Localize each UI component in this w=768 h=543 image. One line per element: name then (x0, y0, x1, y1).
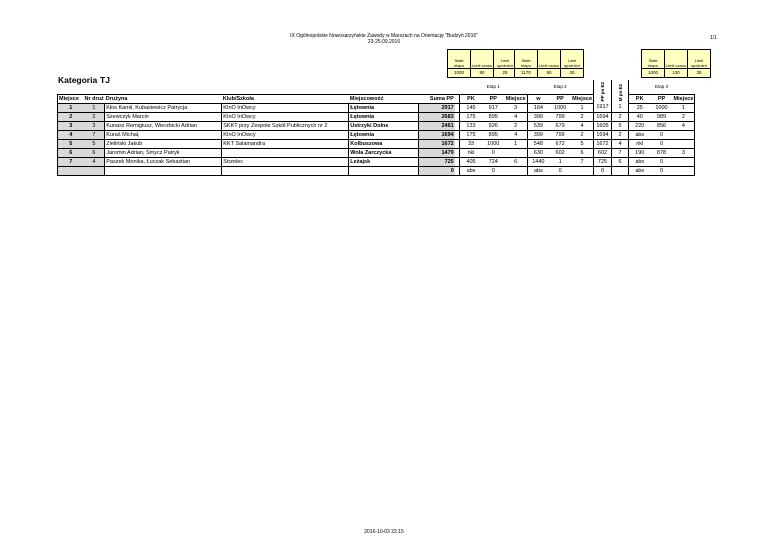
col-header-team-no: Nr druż (84, 95, 104, 102)
row-pp-after-e2: 725 (594, 157, 612, 166)
row-team-name: Jaromin Adrian, Smycz Patryk (105, 148, 222, 157)
stage-title-row (58, 80, 716, 94)
row-city: Wola Zarczycka (349, 148, 419, 157)
row-team-name: Szewczyk Marcin (105, 112, 222, 121)
row-e1-place (505, 148, 527, 157)
row-pp-after-e2: 0 (594, 166, 612, 175)
category-label: Kategoria (58, 75, 98, 85)
row-e2-place: 5 (571, 139, 593, 148)
row-place: 4 (58, 130, 84, 139)
param-value: 1170 (515, 68, 537, 77)
row-e1-pp: 0 (482, 166, 505, 175)
param-label: Stałe etapu (515, 50, 537, 68)
footer-timestamp: 2016-10-03 22:15 (364, 529, 404, 535)
row-e3-pk: 190 (629, 148, 651, 157)
row-e1-pk: 133 (460, 121, 482, 130)
row-team-no: 6 (84, 148, 105, 157)
row-city (349, 166, 419, 175)
row-e2-w: 1440 (527, 157, 549, 166)
row-e3-pk: abs (629, 157, 651, 166)
row-club: KInO InOwcy (222, 112, 349, 121)
row-e2-pp: 799 (549, 112, 571, 121)
param-col (447, 49, 471, 78)
row-e2-pp: 1000 (549, 103, 571, 112)
col-header-e3-place: Miejsce (673, 95, 694, 102)
row-city: Leżajsk (349, 157, 419, 166)
row-e1-pp: 0 (482, 148, 505, 157)
row-e1-pp: 917 (482, 103, 505, 112)
col-header-team: Drużyna (105, 94, 222, 103)
row-pp-after-e2: 1694 (594, 112, 612, 121)
table-row (58, 166, 716, 175)
col-header-e1-pk: PK (460, 94, 482, 103)
row-e3-place (673, 130, 695, 139)
row-e2-place: 6 (571, 148, 593, 157)
row-club (222, 148, 349, 157)
row-e3-pp: 0 (651, 157, 673, 166)
row-place: 3 (58, 121, 84, 130)
row-place-after-e2: 2 (612, 130, 629, 139)
row-e3-pk: abs (629, 130, 651, 139)
row-sum: 1694 (419, 130, 455, 139)
row-team-name: Kunasz Remigiusz, Wierzbicki Adrian (105, 121, 222, 130)
row-team-name: Zieliński Jakub (105, 139, 222, 148)
row-e2-place: 4 (571, 121, 593, 130)
row-sum: 0 (419, 166, 455, 175)
row-e1-pp: 895 (482, 112, 505, 121)
row-place-after-e2: 5 (612, 121, 629, 130)
col-header-club: Klub/Szkoła (222, 94, 349, 103)
row-e2-place: 2 (571, 130, 593, 139)
row-e3-place (673, 166, 695, 175)
row-e2-pp: 672 (549, 139, 571, 148)
row-e3-pp: 0 (651, 166, 673, 175)
param-label: Limit spóźnień (561, 50, 583, 68)
row-place-after-e2: 4 (612, 139, 629, 148)
col-header-e2-place: Miejsce (572, 95, 592, 102)
row-team-name: Kuraś Michał, (105, 130, 222, 139)
col-header-e2-w: w (527, 94, 549, 103)
row-e1-pk: nkl (460, 148, 482, 157)
param-value: 35 (688, 68, 710, 77)
row-e2-place (571, 166, 593, 175)
param-value: 90 (471, 68, 493, 77)
row-e2-w: abs (527, 166, 549, 175)
stage3-params (642, 49, 711, 78)
page-number: 1/1 (710, 35, 717, 41)
row-e3-place (673, 139, 695, 148)
row-e1-pp: 895 (482, 130, 505, 139)
col-header-e3-pk: PK (629, 94, 651, 103)
row-e2-w: 630 (527, 148, 549, 157)
param-col (641, 49, 665, 78)
row-team-no: 3 (84, 121, 105, 130)
table-row (58, 148, 716, 157)
param-label: Limit spóźnień (494, 50, 516, 68)
row-club: KInO InOwcy (222, 130, 349, 139)
row-club (222, 166, 349, 175)
row-e1-place: 4 (505, 112, 527, 121)
param-col (664, 49, 688, 78)
row-e3-pk: 40 (629, 112, 651, 121)
row-team-no: 4 (84, 157, 105, 166)
row-team-no: 5 (84, 139, 105, 148)
param-col (514, 49, 538, 78)
row-team-name: Kłos Kamil, Kubasiewicz Patrycja (105, 103, 222, 112)
col-header-e1-place: Miejsce (505, 95, 526, 102)
row-pp-after-e2: 1605 (594, 121, 612, 130)
row-e2-pp: 679 (549, 121, 571, 130)
row-team-name (105, 166, 222, 175)
param-value: 1000 (448, 68, 470, 77)
row-city: Łętownia (349, 103, 419, 112)
row-e3-place: 2 (673, 112, 695, 121)
row-e1-place: 4 (505, 130, 527, 139)
param-label: Limit spóźnień (688, 50, 710, 68)
row-place-after-e2: 1 (612, 103, 629, 112)
row-pp-after-e2: 602 (594, 148, 612, 157)
row-e2-w: 539 (527, 121, 549, 130)
event-date: 23-25.09.2016 (367, 39, 401, 45)
row-pp-after-e2: 1694 (594, 130, 612, 139)
stage1-params (448, 49, 517, 78)
row-e3-pp: 0 (651, 139, 673, 148)
param-label: Stałe etapu (642, 50, 664, 68)
row-e3-place: 1 (673, 103, 695, 112)
table-row (58, 157, 716, 166)
stage3-title: Etap 3 (654, 84, 668, 90)
stage2-title: Etap 2 (553, 84, 567, 90)
row-club: KInO InOwcy (222, 103, 349, 112)
param-label: Limit czasu (665, 50, 687, 68)
stage1-title: Etap 1 (486, 84, 500, 90)
row-e2-pp: 602 (549, 148, 571, 157)
row-e1-place (505, 166, 527, 175)
row-sum: 2683 (419, 112, 455, 121)
row-sum: 725 (419, 157, 455, 166)
row-place-after-e2: 7 (612, 148, 629, 157)
param-col (537, 49, 561, 78)
col-header-e1-pp: PP (482, 94, 505, 103)
param-col (470, 49, 494, 78)
param-value: 90 (538, 68, 560, 77)
row-e3-pk: abs (629, 166, 651, 175)
row-sum: 1672 (419, 139, 455, 148)
document-header (0, 33, 768, 45)
place-after-e2-header: M po E2 (617, 83, 623, 101)
row-team-no: 1 (84, 103, 105, 112)
row-e1-pk: 145 (460, 103, 482, 112)
row-e3-pp: 0 (651, 130, 673, 139)
col-header-place: Miejsce (58, 94, 84, 103)
row-place-after-e2: 2 (612, 112, 629, 121)
row-e1-pk: 175 (460, 130, 482, 139)
row-team-no: 7 (84, 130, 105, 139)
col-header-sum: Suma PP (419, 94, 455, 103)
param-col (560, 49, 584, 78)
row-city: Łętownia (349, 130, 419, 139)
row-e2-w: 399 (527, 130, 549, 139)
row-e2-w: 164 (527, 103, 549, 112)
row-pp-after-e2: 1672 (594, 139, 612, 148)
event-title: IX Ogólnopolskie Nowosarzyńskie Zawody w Marszach na Orientację "Budzyń 2016" (290, 33, 478, 39)
row-place (58, 166, 84, 175)
row-e2-place: 2 (571, 112, 593, 121)
param-col (687, 49, 711, 78)
row-city: Ustrzyki Dolne (349, 121, 419, 130)
row-club: SKKT przy Zespole Szkół Publicznych nr 2 (222, 121, 349, 130)
row-e1-place: 1 (505, 139, 527, 148)
row-e2-pp: 799 (549, 130, 571, 139)
row-place-after-e2 (612, 166, 629, 175)
param-label: Limit czasu (538, 50, 560, 68)
row-e2-place: 7 (571, 157, 593, 166)
row-sum: 2917 (419, 103, 455, 112)
row-team-no (84, 166, 105, 175)
row-e3-place: 3 (673, 148, 695, 157)
param-value: 25 (494, 68, 516, 77)
row-e3-pp: 989 (651, 112, 673, 121)
row-team-name: Paszek Monika, Łuczak Sebastian (105, 157, 222, 166)
results-table (57, 80, 716, 176)
row-e1-place: 3 (505, 103, 527, 112)
row-e2-place: 1 (571, 103, 593, 112)
row-e1-pk: 405 (460, 157, 482, 166)
table-row (58, 139, 716, 148)
row-place: 5 (58, 139, 84, 148)
stage2-params (515, 49, 584, 78)
row-e3-pp: 856 (651, 121, 673, 130)
table-row (58, 112, 716, 121)
category-value: TJ (100, 75, 110, 85)
row-e3-pk: 25 (629, 103, 651, 112)
row-team-no: 2 (84, 112, 105, 121)
row-place: 6 (58, 148, 84, 157)
table-row (58, 103, 716, 112)
col-header-e3-pp: PP (651, 94, 673, 103)
row-e3-pk: 220 (629, 121, 651, 130)
param-label: Stałe etapu (448, 50, 470, 68)
param-value: 1000 (642, 68, 664, 77)
row-city: Kolbuszowa (349, 139, 419, 148)
param-label: Limit czasu (471, 50, 493, 68)
row-e1-pk: 175 (460, 112, 482, 121)
param-value: 30 (561, 68, 583, 77)
row-sum: 1479 (419, 148, 455, 157)
table-row (58, 130, 716, 139)
row-e1-pp: 1000 (482, 139, 505, 148)
row-city: Łętownia (349, 112, 419, 121)
row-e2-pp: 1 (549, 157, 571, 166)
row-e3-pk: nkl (629, 139, 651, 148)
row-e1-pp: 926 (482, 121, 505, 130)
row-e1-place: 2 (505, 121, 527, 130)
row-e3-pp: 1000 (651, 103, 673, 112)
row-e3-place (673, 157, 695, 166)
row-place: 1 (58, 103, 84, 112)
row-place: 2 (58, 112, 84, 121)
row-e1-pk: abs (460, 166, 482, 175)
row-pp-after-e2: 1917 (594, 103, 612, 112)
table-row (58, 121, 716, 130)
row-e1-place: 6 (505, 157, 527, 166)
row-sum: 2461 (419, 121, 455, 130)
row-e3-place: 4 (673, 121, 695, 130)
col-header-city: Miejscowość (349, 94, 419, 103)
row-e3-pp: 878 (651, 148, 673, 157)
col-header-e2-pp: PP (549, 94, 571, 103)
row-club: KKT Salamandra (222, 139, 349, 148)
row-place: 7 (58, 157, 84, 166)
row-e2-w: 548 (527, 139, 549, 148)
param-value: 130 (665, 68, 687, 77)
row-e2-w: 399 (527, 112, 549, 121)
pp-after-e2-header: PP po E2 (600, 81, 605, 101)
row-e2-pp: 0 (549, 166, 571, 175)
row-e1-pk: 33 (460, 139, 482, 148)
row-club: Strzelec (222, 157, 349, 166)
row-place-after-e2: 6 (612, 157, 629, 166)
row-e1-pp: 724 (482, 157, 505, 166)
